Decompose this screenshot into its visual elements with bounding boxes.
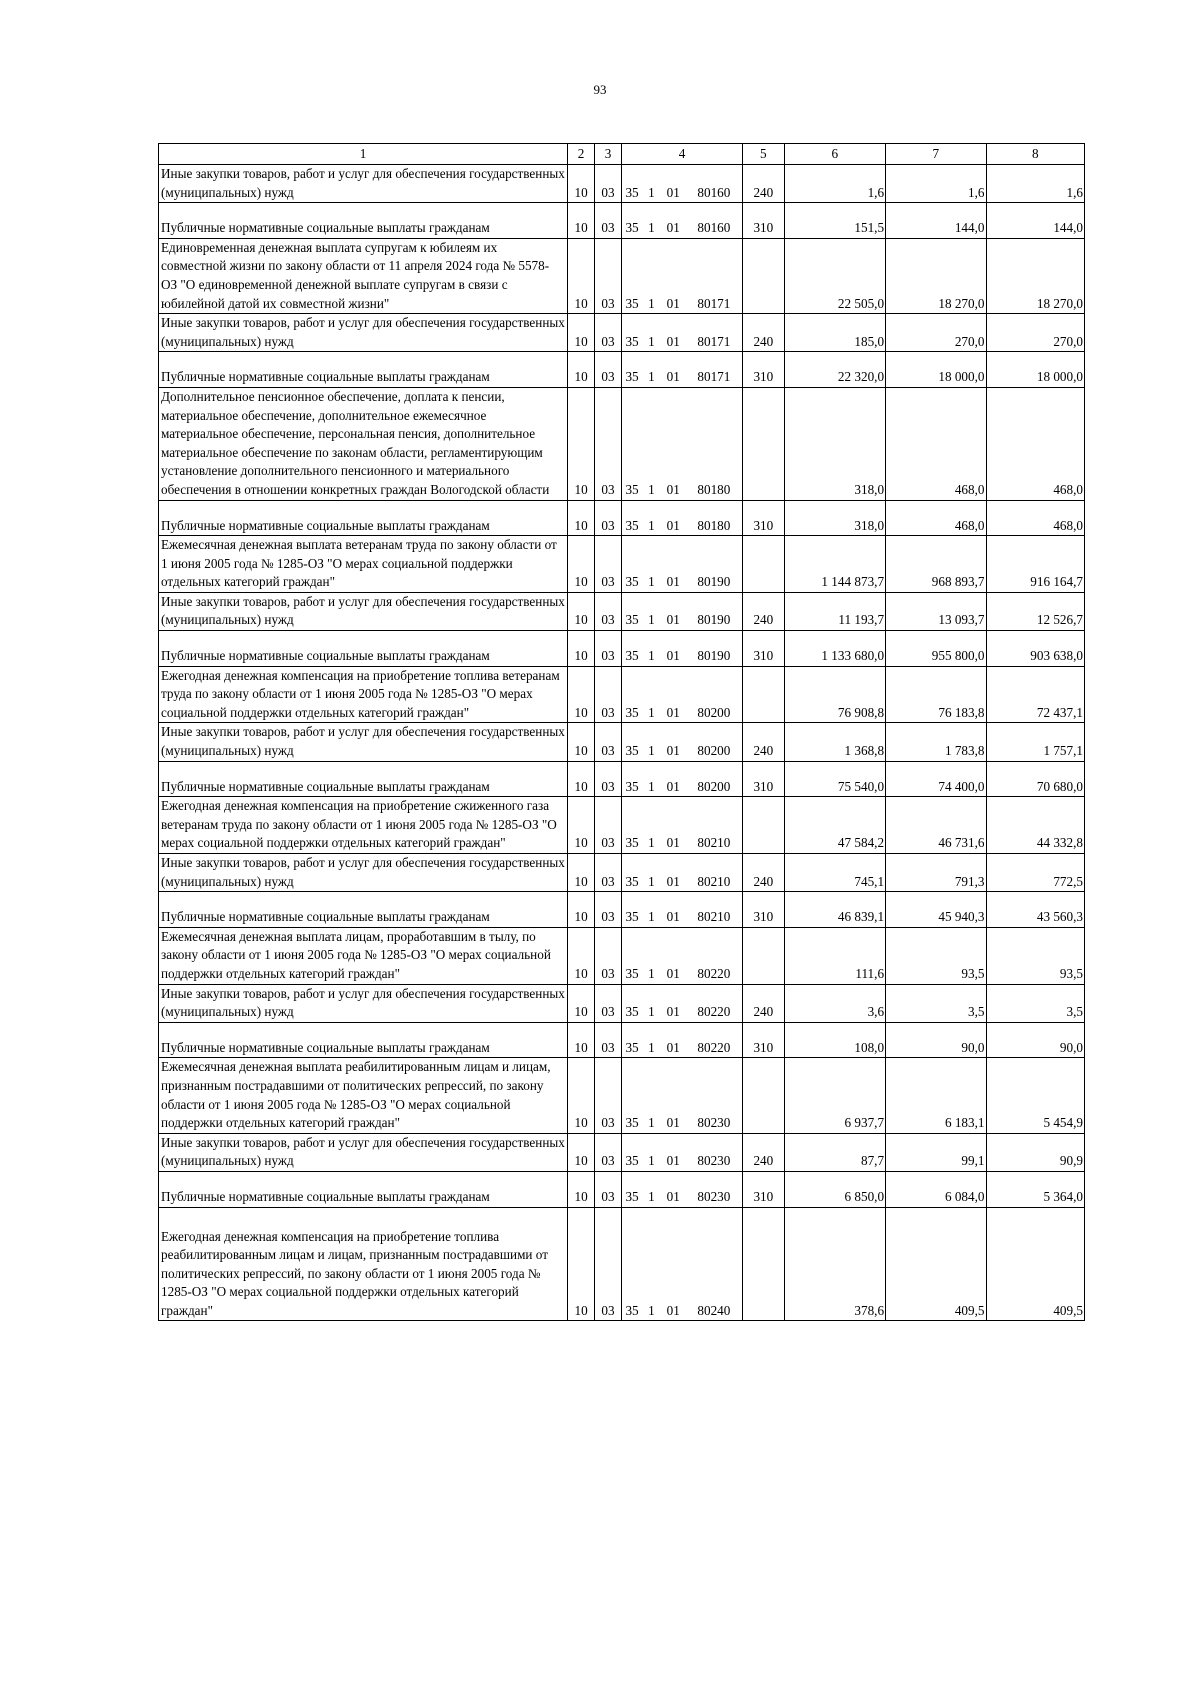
amount-year-3: 772,5 (986, 854, 1085, 892)
activity-code: 01 (661, 500, 686, 536)
amount-year-3: 468,0 (986, 500, 1085, 536)
table-row (159, 1022, 1085, 1058)
row-name: Публичные нормативные социальные выплаты гражданам (159, 892, 568, 928)
expense-type-code: 240 (743, 165, 784, 203)
amount-year-2: 1,6 (886, 165, 986, 203)
section-code: 10 (568, 1133, 595, 1171)
column-header: 2 (568, 144, 595, 165)
amount-year-3: 90,9 (986, 1133, 1085, 1171)
section-code: 10 (568, 927, 595, 984)
amount-year-2: 13 093,7 (886, 592, 986, 630)
amount-year-1: 745,1 (784, 854, 886, 892)
activity-code: 01 (661, 387, 686, 500)
subprogram-code: 1 (642, 984, 661, 1022)
subprogram-code: 1 (642, 854, 661, 892)
amount-year-1: 3,6 (784, 984, 886, 1022)
amount-year-3: 44 332,8 (986, 797, 1085, 854)
program-code: 35 (621, 1058, 642, 1133)
direction-code: 80180 (686, 500, 743, 536)
subsection-code: 03 (595, 854, 622, 892)
direction-code: 80180 (686, 387, 743, 500)
row-name: Ежемесячная денежная выплата реабилитированным лицам и лицам, признанным пострадавшими от политических репрессий, по закону области от 1 июня 2005 года № 1285-ОЗ "О мерах социальной поддержки отдельных категорий граждан" (159, 1058, 568, 1133)
amount-year-1: 87,7 (784, 1133, 886, 1171)
column-header: 8 (986, 144, 1085, 165)
subprogram-code: 1 (642, 500, 661, 536)
subprogram-code: 1 (642, 387, 661, 500)
subsection-code: 03 (595, 666, 622, 723)
subprogram-code: 1 (642, 927, 661, 984)
table-row (159, 854, 1085, 892)
direction-code: 80220 (686, 984, 743, 1022)
row-name: Ежемесячная денежная выплата лицам, проработавшим в тылу, по закону области от 1 июня 2005 года № 1285-ОЗ "О мерах социальной поддержки отдельных категорий граждан" (159, 927, 568, 984)
amount-year-1: 22 320,0 (784, 352, 886, 388)
table-row (159, 1207, 1085, 1321)
table-row (159, 500, 1085, 536)
program-code: 35 (621, 352, 642, 388)
amount-year-1: 1,6 (784, 165, 886, 203)
direction-code: 80230 (686, 1133, 743, 1171)
expense-type-code: 310 (743, 500, 784, 536)
row-name: Иные закупки товаров, работ и услуг для обеспечения государственных (муниципальных) нужд (159, 592, 568, 630)
subprogram-code: 1 (642, 352, 661, 388)
direction-code: 80230 (686, 1058, 743, 1133)
activity-code: 01 (661, 203, 686, 239)
section-code: 10 (568, 165, 595, 203)
activity-code: 01 (661, 1133, 686, 1171)
program-code: 35 (621, 892, 642, 928)
program-code: 35 (621, 1022, 642, 1058)
section-code: 10 (568, 666, 595, 723)
section-code: 10 (568, 892, 595, 928)
table-row (159, 536, 1085, 593)
amount-year-3: 18 000,0 (986, 352, 1085, 388)
program-code: 35 (621, 761, 642, 797)
row-name: Ежемесячная денежная выплата ветеранам труда по закону области от 1 июня 2005 года № 1285-ОЗ "О мерах социальной поддержки отдельных категорий граждан" (159, 536, 568, 593)
column-header: 6 (784, 144, 886, 165)
row-name: Публичные нормативные социальные выплаты гражданам (159, 352, 568, 388)
program-code: 35 (621, 165, 642, 203)
amount-year-2: 99,1 (886, 1133, 986, 1171)
direction-code: 80220 (686, 927, 743, 984)
row-name: Ежегодная денежная компенсация на приобретение топлива ветеранам труда по закону области от 1 июня 2005 года № 1285-ОЗ "О мерах социальной поддержки отдельных категорий граждан" (159, 666, 568, 723)
table-row (159, 761, 1085, 797)
row-name: Ежегодная денежная компенсация на приобретение сжиженного газа ветеранам труда по закону области от 1 июня 2005 года № 1285-ОЗ "О мерах социальной поддержки отдельных категорий граждан" (159, 797, 568, 854)
table-row (159, 1058, 1085, 1133)
amount-year-1: 46 839,1 (784, 892, 886, 928)
expense-type-code (743, 1207, 784, 1321)
row-name: Иные закупки товаров, работ и услуг для обеспечения государственных (муниципальных) нужд (159, 165, 568, 203)
direction-code: 80230 (686, 1171, 743, 1207)
column-header: 3 (595, 144, 622, 165)
subprogram-code: 1 (642, 165, 661, 203)
amount-year-1: 11 193,7 (784, 592, 886, 630)
activity-code: 01 (661, 1207, 686, 1321)
section-code: 10 (568, 592, 595, 630)
amount-year-1: 318,0 (784, 387, 886, 500)
direction-code: 80200 (686, 761, 743, 797)
table-body (159, 165, 1085, 1321)
subsection-code: 03 (595, 387, 622, 500)
row-name: Публичные нормативные социальные выплаты гражданам (159, 500, 568, 536)
expense-type-code: 310 (743, 631, 784, 667)
activity-code: 01 (661, 666, 686, 723)
program-code: 35 (621, 592, 642, 630)
section-code: 10 (568, 536, 595, 593)
subsection-code: 03 (595, 892, 622, 928)
amount-year-1: 1 144 873,7 (784, 536, 886, 593)
row-name: Ежегодная денежная компенсация на приобретение топлива реабилитированным лицам и лицам, признанным пострадавшими от политических репрессий, по закону области от 1 июня 2005 года № 1285-ОЗ "О мерах социальной поддержки отдельных категорий граждан" (159, 1207, 568, 1321)
subprogram-code: 1 (642, 1058, 661, 1133)
expense-type-code: 310 (743, 1171, 784, 1207)
amount-year-2: 93,5 (886, 927, 986, 984)
subprogram-code: 1 (642, 761, 661, 797)
program-code: 35 (621, 238, 642, 313)
subprogram-code: 1 (642, 238, 661, 313)
amount-year-1: 151,5 (784, 203, 886, 239)
section-code: 10 (568, 631, 595, 667)
program-code: 35 (621, 631, 642, 667)
table-row (159, 1171, 1085, 1207)
program-code: 35 (621, 984, 642, 1022)
subprogram-code: 1 (642, 1207, 661, 1321)
amount-year-2: 791,3 (886, 854, 986, 892)
section-code: 10 (568, 238, 595, 313)
activity-code: 01 (661, 984, 686, 1022)
subsection-code: 03 (595, 592, 622, 630)
subsection-code: 03 (595, 1058, 622, 1133)
expense-type-code: 240 (743, 592, 784, 630)
expense-type-code (743, 1058, 784, 1133)
amount-year-3: 144,0 (986, 203, 1085, 239)
direction-code: 80240 (686, 1207, 743, 1321)
amount-year-1: 185,0 (784, 314, 886, 352)
program-code: 35 (621, 1171, 642, 1207)
program-code: 35 (621, 203, 642, 239)
table-row (159, 238, 1085, 313)
table-row (159, 892, 1085, 928)
expense-type-code: 240 (743, 984, 784, 1022)
subsection-code: 03 (595, 984, 622, 1022)
expense-type-code: 310 (743, 761, 784, 797)
activity-code: 01 (661, 165, 686, 203)
program-code: 35 (621, 536, 642, 593)
amount-year-2: 90,0 (886, 1022, 986, 1058)
row-name: Публичные нормативные социальные выплаты гражданам (159, 761, 568, 797)
row-name: Иные закупки товаров, работ и услуг для обеспечения государственных (муниципальных) нужд (159, 1133, 568, 1171)
section-code: 10 (568, 500, 595, 536)
expense-type-code (743, 666, 784, 723)
amount-year-3: 468,0 (986, 387, 1085, 500)
expense-type-code: 240 (743, 314, 784, 352)
amount-year-1: 76 908,8 (784, 666, 886, 723)
column-header: 4 (621, 144, 742, 165)
subprogram-code: 1 (642, 1022, 661, 1058)
amount-year-3: 903 638,0 (986, 631, 1085, 667)
subprogram-code: 1 (642, 797, 661, 854)
amount-year-2: 74 400,0 (886, 761, 986, 797)
row-name: Дополнительное пенсионное обеспечение, доплата к пенсии, материальное обеспечение, дополнительное ежемесячное материальное обеспечение, персональная пенсия, дополнительное материальное обеспечение по законам области, регламентирующим установление дополнительного пенсионного и материального обеспечения в отношении конкретных граждан Вологодской области (159, 387, 568, 500)
table-row (159, 1133, 1085, 1171)
expense-type-code (743, 536, 784, 593)
expense-type-code: 240 (743, 854, 784, 892)
table-row (159, 352, 1085, 388)
amount-year-2: 468,0 (886, 387, 986, 500)
activity-code: 01 (661, 927, 686, 984)
subprogram-code: 1 (642, 631, 661, 667)
amount-year-2: 76 183,8 (886, 666, 986, 723)
amount-year-2: 409,5 (886, 1207, 986, 1321)
table-row (159, 314, 1085, 352)
program-code: 35 (621, 723, 642, 761)
amount-year-3: 270,0 (986, 314, 1085, 352)
amount-year-2: 270,0 (886, 314, 986, 352)
subsection-code: 03 (595, 1022, 622, 1058)
expense-type-code: 240 (743, 1133, 784, 1171)
table-row (159, 723, 1085, 761)
subsection-code: 03 (595, 352, 622, 388)
amount-year-1: 6 850,0 (784, 1171, 886, 1207)
amount-year-2: 18 000,0 (886, 352, 986, 388)
subsection-code: 03 (595, 1207, 622, 1321)
amount-year-1: 108,0 (784, 1022, 886, 1058)
program-code: 35 (621, 1207, 642, 1321)
subprogram-code: 1 (642, 592, 661, 630)
program-code: 35 (621, 314, 642, 352)
activity-code: 01 (661, 314, 686, 352)
section-code: 10 (568, 314, 595, 352)
amount-year-3: 916 164,7 (986, 536, 1085, 593)
amount-year-3: 70 680,0 (986, 761, 1085, 797)
amount-year-3: 12 526,7 (986, 592, 1085, 630)
section-code: 10 (568, 1022, 595, 1058)
amount-year-1: 318,0 (784, 500, 886, 536)
subprogram-code: 1 (642, 723, 661, 761)
table-row (159, 984, 1085, 1022)
activity-code: 01 (661, 1022, 686, 1058)
program-code: 35 (621, 500, 642, 536)
amount-year-2: 1 783,8 (886, 723, 986, 761)
section-code: 10 (568, 1171, 595, 1207)
row-name: Иные закупки товаров, работ и услуг для обеспечения государственных (муниципальных) нужд (159, 314, 568, 352)
table-row (159, 666, 1085, 723)
program-code: 35 (621, 666, 642, 723)
column-header: 5 (743, 144, 784, 165)
activity-code: 01 (661, 797, 686, 854)
amount-year-3: 93,5 (986, 927, 1085, 984)
amount-year-1: 6 937,7 (784, 1058, 886, 1133)
amount-year-1: 75 540,0 (784, 761, 886, 797)
direction-code: 80190 (686, 592, 743, 630)
amount-year-2: 6 183,1 (886, 1058, 986, 1133)
program-code: 35 (621, 1133, 642, 1171)
subsection-code: 03 (595, 1171, 622, 1207)
expense-type-code (743, 387, 784, 500)
row-name: Публичные нормативные социальные выплаты гражданам (159, 1171, 568, 1207)
amount-year-3: 409,5 (986, 1207, 1085, 1321)
subsection-code: 03 (595, 165, 622, 203)
amount-year-2: 6 084,0 (886, 1171, 986, 1207)
direction-code: 80190 (686, 536, 743, 593)
page-number: 93 (593, 82, 607, 97)
section-code: 10 (568, 761, 595, 797)
activity-code: 01 (661, 761, 686, 797)
program-code: 35 (621, 927, 642, 984)
amount-year-3: 3,5 (986, 984, 1085, 1022)
amount-year-1: 1 133 680,0 (784, 631, 886, 667)
subprogram-code: 1 (642, 314, 661, 352)
section-code: 10 (568, 203, 595, 239)
amount-year-1: 22 505,0 (784, 238, 886, 313)
amount-year-2: 468,0 (886, 500, 986, 536)
amount-year-2: 18 270,0 (886, 238, 986, 313)
amount-year-3: 90,0 (986, 1022, 1085, 1058)
section-code: 10 (568, 723, 595, 761)
row-name: Публичные нормативные социальные выплаты гражданам (159, 1022, 568, 1058)
activity-code: 01 (661, 854, 686, 892)
subprogram-code: 1 (642, 1133, 661, 1171)
activity-code: 01 (661, 592, 686, 630)
expense-type-code (743, 927, 784, 984)
program-code: 35 (621, 387, 642, 500)
amount-year-2: 45 940,3 (886, 892, 986, 928)
amount-year-3: 5 364,0 (986, 1171, 1085, 1207)
subprogram-code: 1 (642, 203, 661, 239)
expense-type-code: 240 (743, 723, 784, 761)
direction-code: 80210 (686, 797, 743, 854)
activity-code: 01 (661, 1171, 686, 1207)
program-code: 35 (621, 797, 642, 854)
subsection-code: 03 (595, 631, 622, 667)
table-row (159, 203, 1085, 239)
expense-type-code: 310 (743, 892, 784, 928)
direction-code: 80190 (686, 631, 743, 667)
column-header: 1 (159, 144, 568, 165)
column-header: 7 (886, 144, 986, 165)
table-row (159, 797, 1085, 854)
subprogram-code: 1 (642, 892, 661, 928)
table-row (159, 631, 1085, 667)
direction-code: 80171 (686, 238, 743, 313)
expense-type-code (743, 797, 784, 854)
table-row (159, 165, 1085, 203)
section-code: 10 (568, 797, 595, 854)
expense-type-code: 310 (743, 352, 784, 388)
amount-year-1: 378,6 (784, 1207, 886, 1321)
subsection-code: 03 (595, 500, 622, 536)
subsection-code: 03 (595, 203, 622, 239)
amount-year-1: 1 368,8 (784, 723, 886, 761)
row-name: Единовременная денежная выплата супругам к юбилеям их совместной жизни по закону области от 11 апреля 2024 года № 5578-ОЗ "О единовременной денежной выплате супругам в связи с юбилейной датой их совместной жизни" (159, 238, 568, 313)
subsection-code: 03 (595, 797, 622, 854)
amount-year-2: 144,0 (886, 203, 986, 239)
subsection-code: 03 (595, 1133, 622, 1171)
section-code: 10 (568, 984, 595, 1022)
row-name: Иные закупки товаров, работ и услуг для обеспечения государственных (муниципальных) нужд (159, 854, 568, 892)
amount-year-2: 955 800,0 (886, 631, 986, 667)
subprogram-code: 1 (642, 666, 661, 723)
section-code: 10 (568, 1058, 595, 1133)
subsection-code: 03 (595, 761, 622, 797)
section-code: 10 (568, 352, 595, 388)
amount-year-2: 3,5 (886, 984, 986, 1022)
direction-code: 80160 (686, 165, 743, 203)
amount-year-3: 1 757,1 (986, 723, 1085, 761)
direction-code: 80200 (686, 723, 743, 761)
amount-year-1: 47 584,2 (784, 797, 886, 854)
activity-code: 01 (661, 723, 686, 761)
amount-year-3: 5 454,9 (986, 1058, 1085, 1133)
amount-year-3: 18 270,0 (986, 238, 1085, 313)
subsection-code: 03 (595, 314, 622, 352)
row-name: Публичные нормативные социальные выплаты гражданам (159, 203, 568, 239)
subsection-code: 03 (595, 723, 622, 761)
activity-code: 01 (661, 352, 686, 388)
budget-table (158, 143, 1085, 1321)
subsection-code: 03 (595, 238, 622, 313)
direction-code: 80210 (686, 892, 743, 928)
activity-code: 01 (661, 892, 686, 928)
amount-year-2: 46 731,6 (886, 797, 986, 854)
amount-year-3: 72 437,1 (986, 666, 1085, 723)
section-code: 10 (568, 1207, 595, 1321)
section-code: 10 (568, 854, 595, 892)
table-row (159, 927, 1085, 984)
section-code: 10 (568, 387, 595, 500)
header-row (159, 144, 1085, 165)
amount-year-3: 1,6 (986, 165, 1085, 203)
direction-code: 80160 (686, 203, 743, 239)
table-row (159, 387, 1085, 500)
direction-code: 80200 (686, 666, 743, 723)
activity-code: 01 (661, 238, 686, 313)
subprogram-code: 1 (642, 1171, 661, 1207)
direction-code: 80171 (686, 352, 743, 388)
amount-year-3: 43 560,3 (986, 892, 1085, 928)
subsection-code: 03 (595, 927, 622, 984)
row-name: Иные закупки товаров, работ и услуг для обеспечения государственных (муниципальных) нужд (159, 723, 568, 761)
expense-type-code: 310 (743, 1022, 784, 1058)
row-name: Публичные нормативные социальные выплаты гражданам (159, 631, 568, 667)
subsection-code: 03 (595, 536, 622, 593)
direction-code: 80210 (686, 854, 743, 892)
activity-code: 01 (661, 631, 686, 667)
amount-year-1: 111,6 (784, 927, 886, 984)
direction-code: 80171 (686, 314, 743, 352)
table-row (159, 592, 1085, 630)
subprogram-code: 1 (642, 536, 661, 593)
expense-type-code: 310 (743, 203, 784, 239)
activity-code: 01 (661, 536, 686, 593)
program-code: 35 (621, 854, 642, 892)
amount-year-2: 968 893,7 (886, 536, 986, 593)
expense-type-code (743, 238, 784, 313)
row-name: Иные закупки товаров, работ и услуг для обеспечения государственных (муниципальных) нужд (159, 984, 568, 1022)
direction-code: 80220 (686, 1022, 743, 1058)
activity-code: 01 (661, 1058, 686, 1133)
